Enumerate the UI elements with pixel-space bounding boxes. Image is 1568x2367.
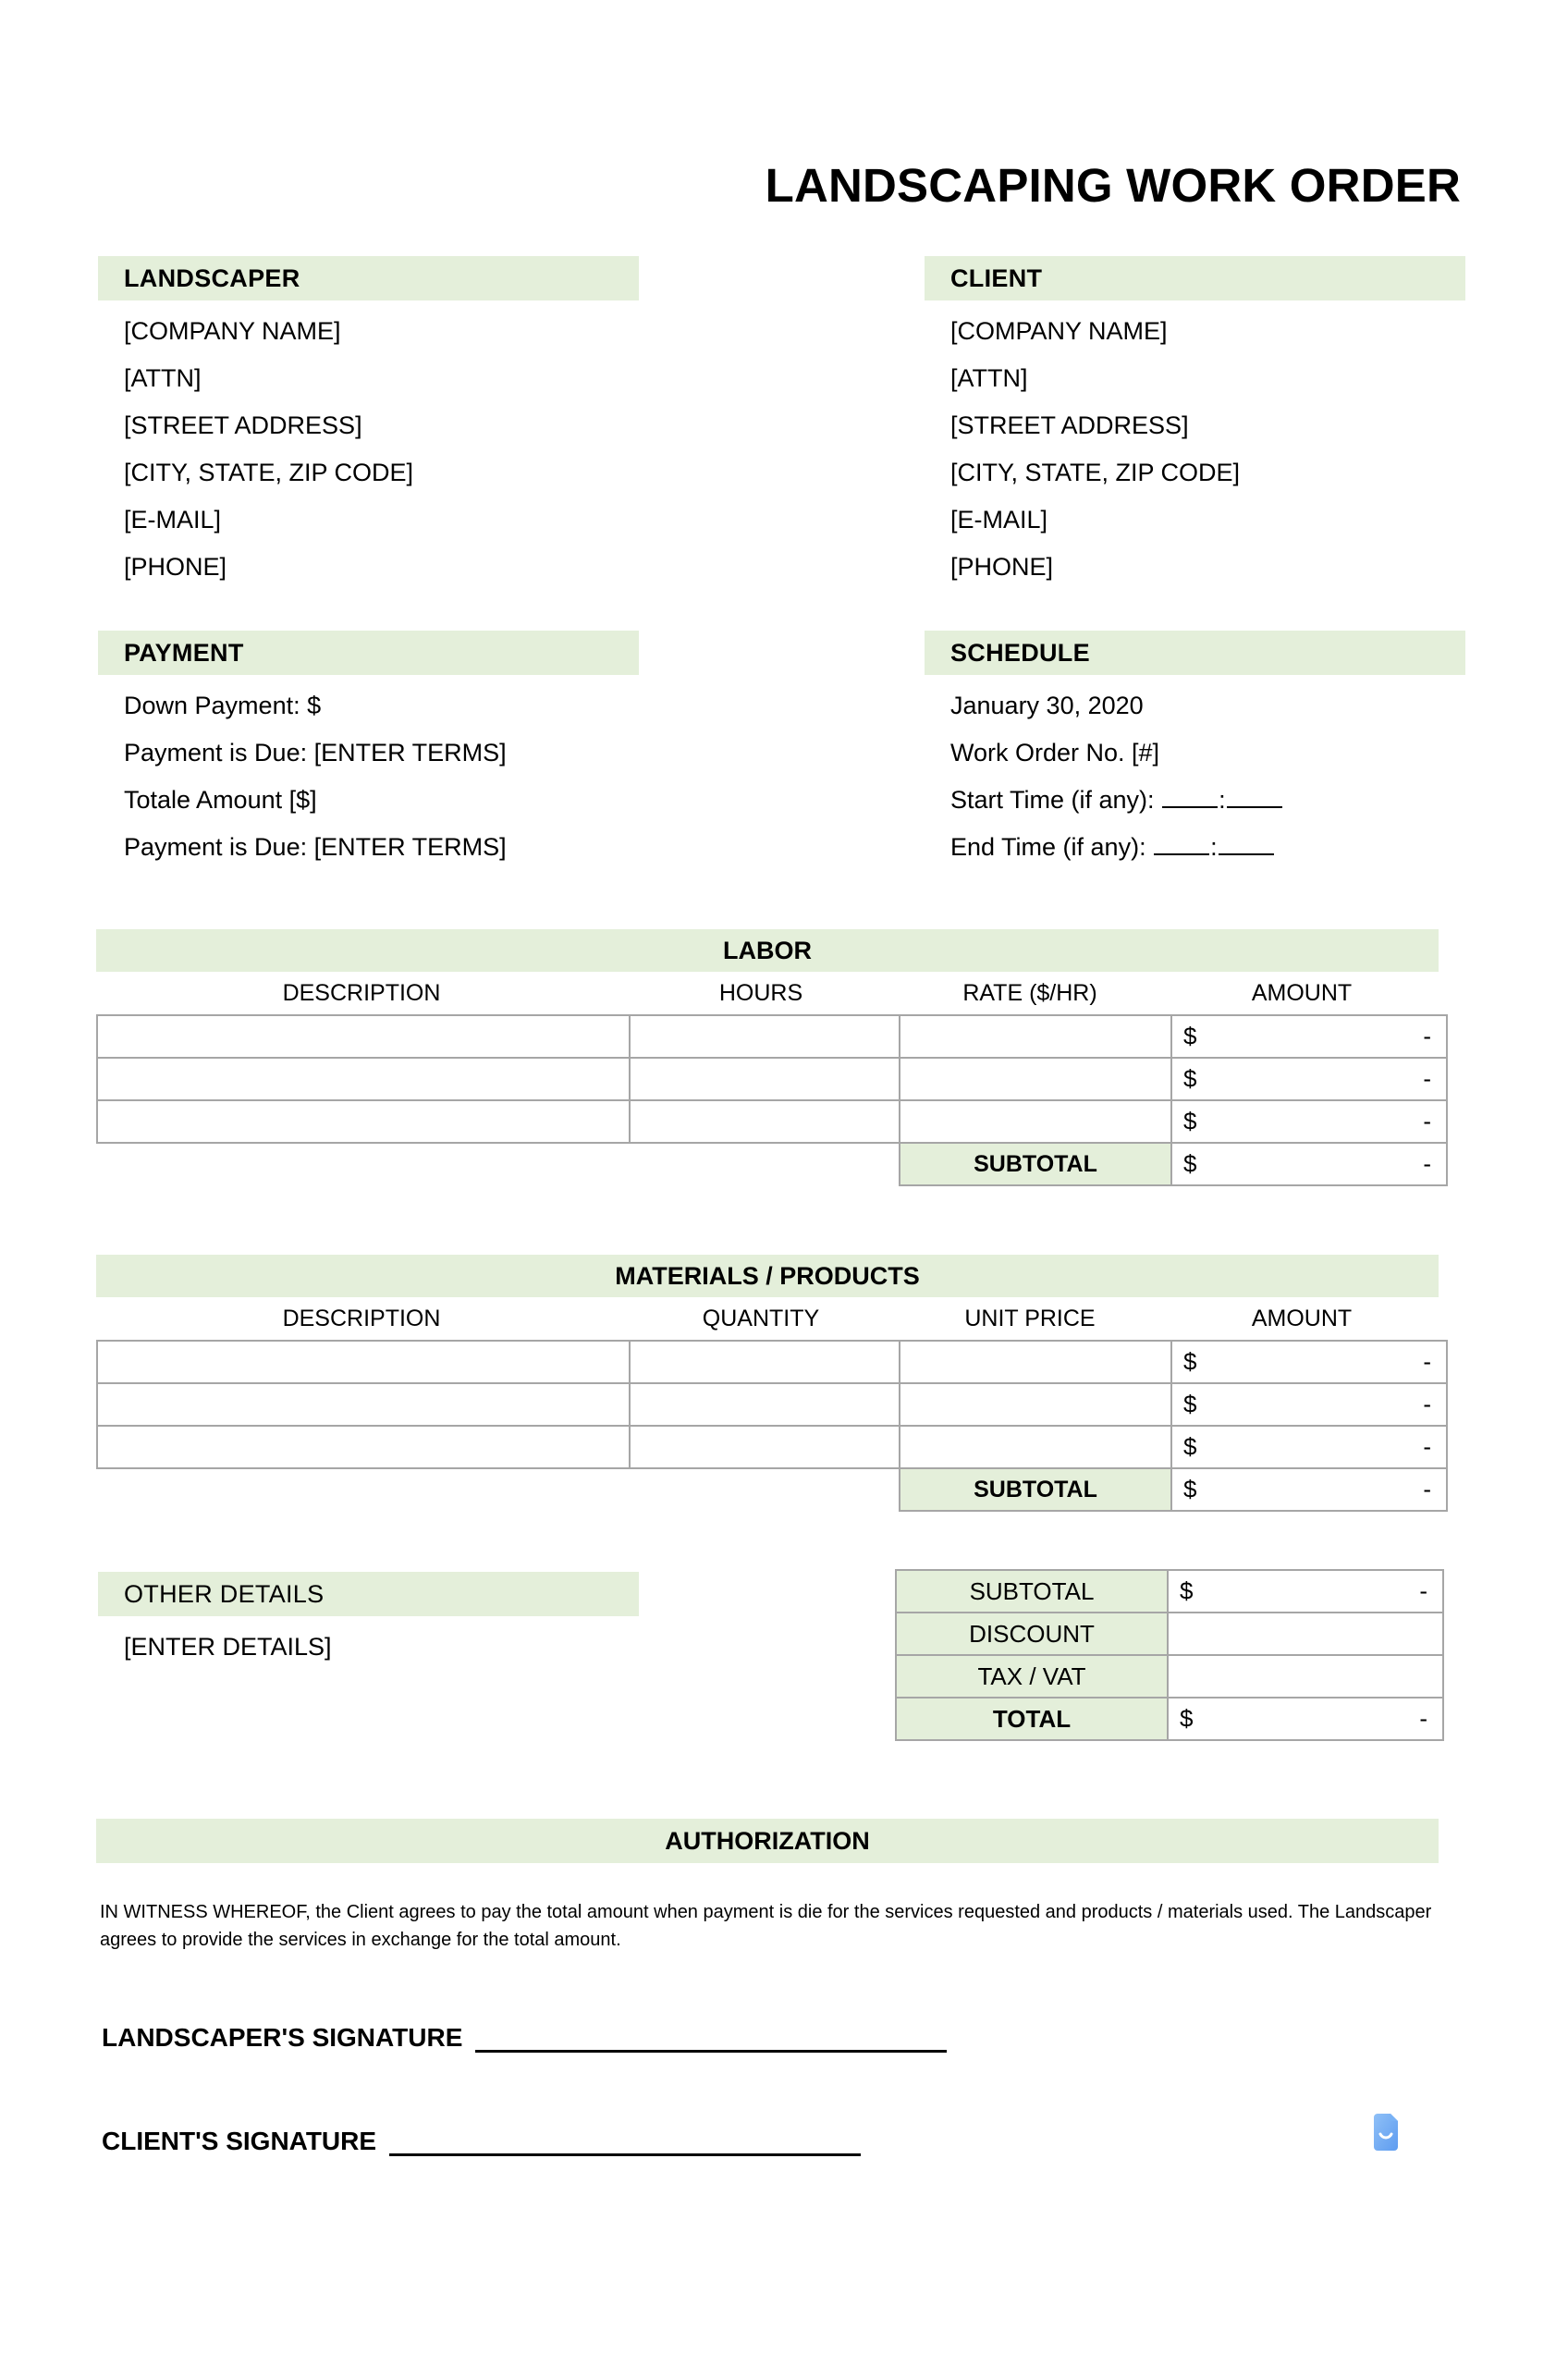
- materials-row-0-amount[interactable]: [1171, 1341, 1447, 1383]
- totals-subtotal-value: [1168, 1570, 1443, 1613]
- authorization-body-text: IN WITNESS WHEREOF, the Client agrees to pay the total amount when payment is die for the services requested and products / materials used. The Landscaper agrees to provide the services in exchange for the total amount.: [100, 1902, 1432, 1950]
- client-phone[interactable]: [PHONE]: [950, 553, 1054, 581]
- totals-row-total: [896, 1698, 1443, 1740]
- amount-value: -: [1419, 1704, 1427, 1733]
- table-row: [97, 1426, 1447, 1468]
- materials-column-headers: [96, 1297, 1439, 1340]
- start-time-minute-input[interactable]: [1227, 786, 1282, 808]
- amount-value: -: [1423, 1022, 1431, 1050]
- labor-row-2-amount[interactable]: [1171, 1100, 1447, 1143]
- spacer-cell: [97, 1143, 630, 1185]
- totals-discount-value[interactable]: [1168, 1613, 1443, 1655]
- totals-total-value: [1168, 1698, 1443, 1740]
- schedule-fields: [925, 675, 1465, 871]
- table-row: [97, 1383, 1447, 1426]
- labor-row-0-hours[interactable]: [630, 1015, 900, 1058]
- materials-row-2-quantity[interactable]: [630, 1426, 900, 1468]
- start-time-separator: :: [1219, 786, 1226, 814]
- labor-subtotal-row: [97, 1143, 1447, 1185]
- schedule-block: [925, 631, 1465, 871]
- end-time-minute-input[interactable]: [1219, 833, 1274, 855]
- client-fields: [925, 300, 1465, 591]
- materials-row-0-description[interactable]: [97, 1341, 630, 1383]
- table-row: [97, 1341, 1447, 1383]
- materials-grid: [96, 1340, 1448, 1512]
- labor-subtotal-label: SUBTOTAL: [900, 1143, 1171, 1185]
- landscaper-signature-label: LANDSCAPER'S SIGNATURE: [102, 2023, 463, 2052]
- currency-symbol: $: [1180, 1576, 1194, 1605]
- end-time-label: End Time (if any):: [950, 833, 1146, 861]
- landscaper-signature-line[interactable]: [475, 2031, 947, 2053]
- totals-block: [895, 1569, 1439, 1741]
- materials-table: [96, 1255, 1439, 1512]
- totals-row-tax: [896, 1655, 1443, 1698]
- materials-row-0-quantity[interactable]: [630, 1341, 900, 1383]
- materials-col-quantity: QUANTITY: [702, 1305, 820, 1331]
- materials-subtotal-amount: [1171, 1468, 1447, 1511]
- totals-tax-label: TAX / VAT: [896, 1655, 1168, 1698]
- client-attn[interactable]: [ATTN]: [950, 364, 1028, 392]
- landscaper-company-name[interactable]: [COMPANY NAME]: [124, 317, 341, 345]
- landscaper-block: [98, 256, 639, 591]
- materials-row-2-amount[interactable]: [1171, 1426, 1447, 1468]
- labor-row-2-hours[interactable]: [630, 1100, 900, 1143]
- payment-total-amount[interactable]: Totale Amount [$]: [124, 786, 317, 814]
- other-details-input[interactable]: [ENTER DETAILS]: [124, 1633, 332, 1661]
- payment-heading: PAYMENT: [98, 631, 639, 675]
- labor-subtotal-amount: [1171, 1143, 1447, 1185]
- landscaper-fields: [98, 300, 639, 591]
- labor-row-1-amount[interactable]: [1171, 1058, 1447, 1100]
- client-signature-line[interactable]: [389, 2135, 861, 2156]
- labor-row-0-description[interactable]: [97, 1015, 630, 1058]
- labor-row-1-rate[interactable]: [900, 1058, 1171, 1100]
- labor-row-2-description[interactable]: [97, 1100, 630, 1143]
- labor-table-title: LABOR: [96, 929, 1439, 972]
- landscaper-email[interactable]: [E-MAIL]: [124, 506, 222, 533]
- client-heading: CLIENT: [925, 256, 1465, 300]
- currency-symbol: $: [1180, 1704, 1194, 1733]
- client-block: [925, 256, 1465, 591]
- client-signature-label: CLIENT'S SIGNATURE: [102, 2127, 377, 2155]
- landscaper-street-address[interactable]: [STREET ADDRESS]: [124, 411, 362, 439]
- payment-fields: [98, 675, 639, 871]
- labor-col-rate: RATE ($/HR): [962, 979, 1097, 1006]
- amount-value: -: [1423, 1064, 1431, 1093]
- materials-col-unit-price: UNIT PRICE: [964, 1305, 1096, 1331]
- currency-symbol: $: [1183, 1022, 1197, 1050]
- schedule-end-time-row: [950, 824, 1465, 871]
- spacer-cell: [630, 1468, 900, 1511]
- amount-value: -: [1423, 1149, 1431, 1178]
- currency-symbol: $: [1183, 1390, 1197, 1418]
- amount-value: -: [1423, 1390, 1431, 1418]
- page-title: LANDSCAPING WORK ORDER: [765, 159, 1461, 212]
- labor-col-amount: AMOUNT: [1251, 979, 1353, 1006]
- schedule-start-time-row: [950, 777, 1465, 824]
- payment-due-terms-1[interactable]: Payment is Due: [ENTER TERMS]: [124, 739, 507, 767]
- labor-row-1-description[interactable]: [97, 1058, 630, 1100]
- landscaper-city-state-zip[interactable]: [CITY, STATE, ZIP CODE]: [124, 459, 414, 486]
- table-row: [97, 1015, 1447, 1058]
- end-time-hour-input[interactable]: [1154, 833, 1209, 855]
- labor-row-0-rate[interactable]: [900, 1015, 1171, 1058]
- schedule-work-order-no[interactable]: Work Order No. [#]: [950, 739, 1160, 767]
- materials-row-2-unit-price[interactable]: [900, 1426, 1171, 1468]
- currency-symbol: $: [1183, 1107, 1197, 1135]
- totals-row-subtotal: [896, 1570, 1443, 1613]
- spacer-cell: [630, 1143, 900, 1185]
- totals-grid: [895, 1569, 1444, 1741]
- payment-block: [98, 631, 639, 871]
- materials-table-title: MATERIALS / PRODUCTS: [96, 1255, 1439, 1297]
- payment-due-terms-2[interactable]: Payment is Due: [ENTER TERMS]: [124, 833, 507, 861]
- materials-col-amount: AMOUNT: [1251, 1305, 1353, 1331]
- labor-row-1-hours[interactable]: [630, 1058, 900, 1100]
- table-row: [97, 1058, 1447, 1100]
- materials-row-1-unit-price[interactable]: [900, 1383, 1171, 1426]
- other-details-heading: OTHER DETAILS: [98, 1572, 639, 1616]
- labor-row-2-rate[interactable]: [900, 1100, 1171, 1143]
- landscaper-attn[interactable]: [ATTN]: [124, 364, 202, 392]
- landscaper-signature-row: [102, 2023, 947, 2053]
- authorization-heading: AUTHORIZATION: [96, 1819, 1439, 1863]
- amount-value: -: [1423, 1107, 1431, 1135]
- labor-col-hours: HOURS: [718, 979, 803, 1006]
- end-time-separator: :: [1210, 833, 1218, 861]
- labor-grid: [96, 1014, 1448, 1186]
- labor-col-description: DESCRIPTION: [282, 979, 441, 1006]
- materials-subtotal-row: [97, 1468, 1447, 1511]
- labor-row-0-amount[interactable]: [1171, 1015, 1447, 1058]
- client-street-address[interactable]: [STREET ADDRESS]: [950, 411, 1189, 439]
- document-smile-icon: [1362, 2106, 1410, 2154]
- currency-symbol: $: [1183, 1064, 1197, 1093]
- materials-row-1-amount[interactable]: [1171, 1383, 1447, 1426]
- amount-value: -: [1423, 1347, 1431, 1376]
- totals-tax-value[interactable]: [1168, 1655, 1443, 1698]
- payment-down-payment[interactable]: Down Payment: $: [124, 692, 322, 719]
- table-row: [97, 1100, 1447, 1143]
- materials-col-description: DESCRIPTION: [282, 1305, 441, 1331]
- start-time-hour-input[interactable]: [1162, 786, 1218, 808]
- schedule-heading: SCHEDULE: [925, 631, 1465, 675]
- materials-row-1-description[interactable]: [97, 1383, 630, 1426]
- labor-column-headers: [96, 972, 1439, 1014]
- other-details-block: [98, 1572, 639, 1670]
- client-company-name[interactable]: [COMPANY NAME]: [950, 317, 1168, 345]
- currency-symbol: $: [1183, 1347, 1197, 1376]
- amount-value: -: [1423, 1432, 1431, 1461]
- materials-row-0-unit-price[interactable]: [900, 1341, 1171, 1383]
- currency-symbol: $: [1183, 1149, 1197, 1178]
- totals-total-label: TOTAL: [896, 1698, 1168, 1740]
- client-email[interactable]: [E-MAIL]: [950, 506, 1048, 533]
- landscaper-heading: LANDSCAPER: [98, 256, 639, 300]
- currency-symbol: $: [1183, 1475, 1197, 1503]
- totals-row-discount: [896, 1613, 1443, 1655]
- currency-symbol: $: [1183, 1432, 1197, 1461]
- start-time-label: Start Time (if any):: [950, 786, 1155, 814]
- amount-value: -: [1419, 1576, 1427, 1605]
- materials-row-1-quantity[interactable]: [630, 1383, 900, 1426]
- landscaper-phone[interactable]: [PHONE]: [124, 553, 227, 581]
- spacer-cell: [97, 1468, 630, 1511]
- totals-subtotal-label: SUBTOTAL: [896, 1570, 1168, 1613]
- totals-discount-label: DISCOUNT: [896, 1613, 1168, 1655]
- amount-value: -: [1423, 1475, 1431, 1503]
- client-signature-row: [102, 2127, 861, 2156]
- client-city-state-zip[interactable]: [CITY, STATE, ZIP CODE]: [950, 459, 1241, 486]
- labor-table: [96, 929, 1439, 1186]
- schedule-date[interactable]: January 30, 2020: [950, 692, 1144, 719]
- materials-subtotal-label: SUBTOTAL: [900, 1468, 1171, 1511]
- materials-row-2-description[interactable]: [97, 1426, 630, 1468]
